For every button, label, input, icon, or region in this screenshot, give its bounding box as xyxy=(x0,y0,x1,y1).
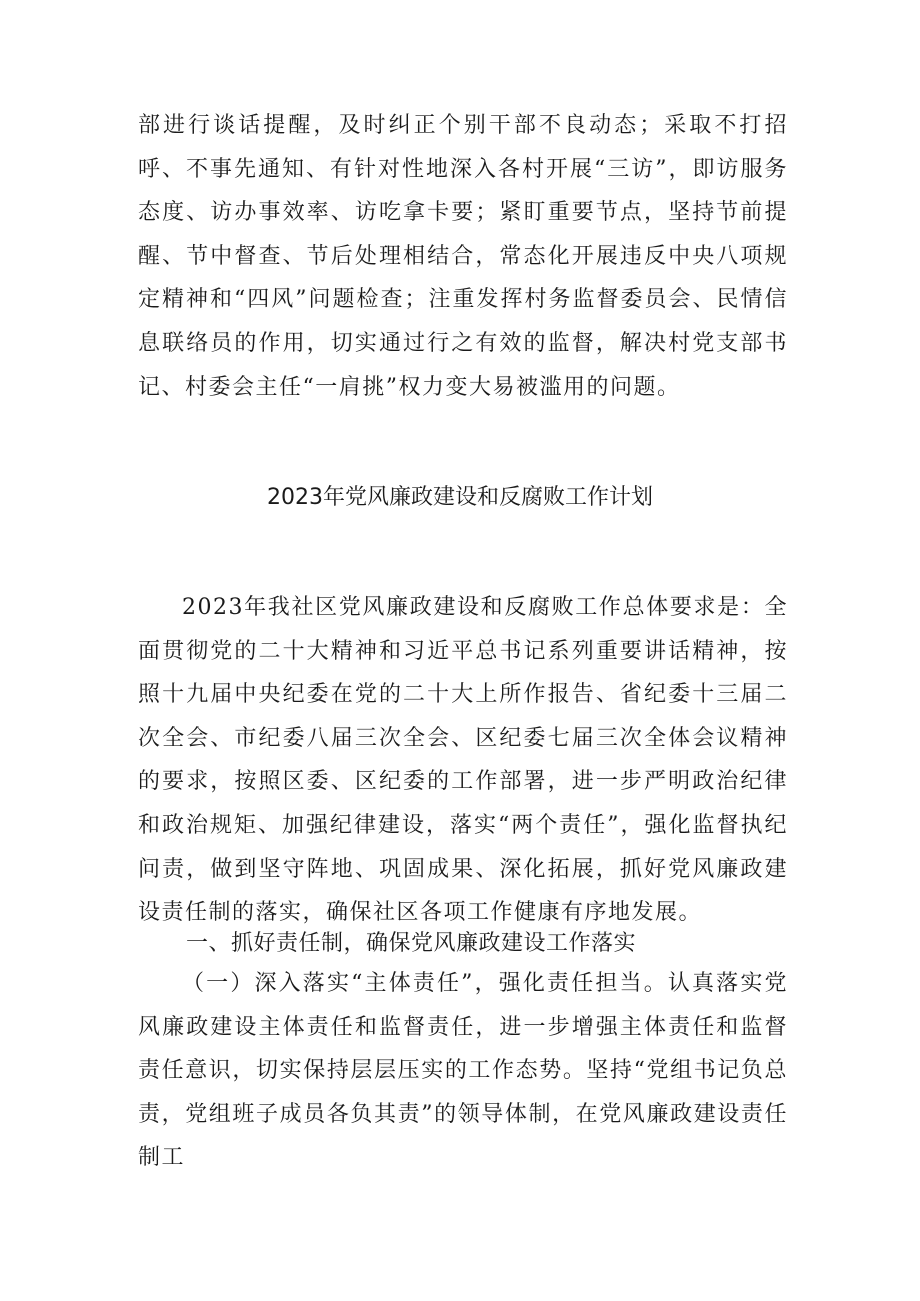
intro-paragraph: 2023年我社区党风廉政建设和反腐败工作总体要求是：全面贯彻党的二十大精神和习近平总书记系列重要讲话精神，按照十九届中央纪委在党的二十大上所作报告、省纪委十三届二次全会、市纪委八届三次全会、区纪委七届三次全体会议精神的要求，按照区委、区纪委的工作部署，进一步严明政治纪律和政治规矩、加强纪律建设，落实“两个责任”，强化监督执纪问责，做到坚守阵地、巩固成果、深化拓展，抓好党风廉政建设责任制的落实，确保社区各项工作健康有序地发展。 xyxy=(138,595,788,926)
document-title: 2023年党风廉政建设和反腐败工作计划 xyxy=(267,485,653,510)
continuation-paragraph: 部进行谈话提醒，及时纠正个别干部不良动态；采取不打招呼、不事先通知、有针对性地深入各村开展“三访”，即访服务态度、访办事效率、访吃拿卡要；紧盯重要节点，坚持节前提醒、节中督查、节后处理相结合，常态化开展违反中央八项规定精神和“四风”问题检查；注重发挥村务监督委员会、民情信息联络员的作用，切实通过行之有效的监督，解决村党支部书记、村委会主任“一肩挑”权力变大易被滥用的问题。 xyxy=(138,113,788,400)
section-heading: 一、抓好责任制，确保党风廉政建设工作落实 xyxy=(186,931,637,956)
subsection-paragraph: （一）深入落实“主体责任”，强化责任担当。认真落实党风廉政建设主体责任和监督责任，进一步增强主体责任和监督责任意识，切实保持层层压实的工作态势。坚持“党组书记负总责，党组班子成员各负其责”的领导体制，在党风廉政建设责任制工 xyxy=(138,971,788,1171)
